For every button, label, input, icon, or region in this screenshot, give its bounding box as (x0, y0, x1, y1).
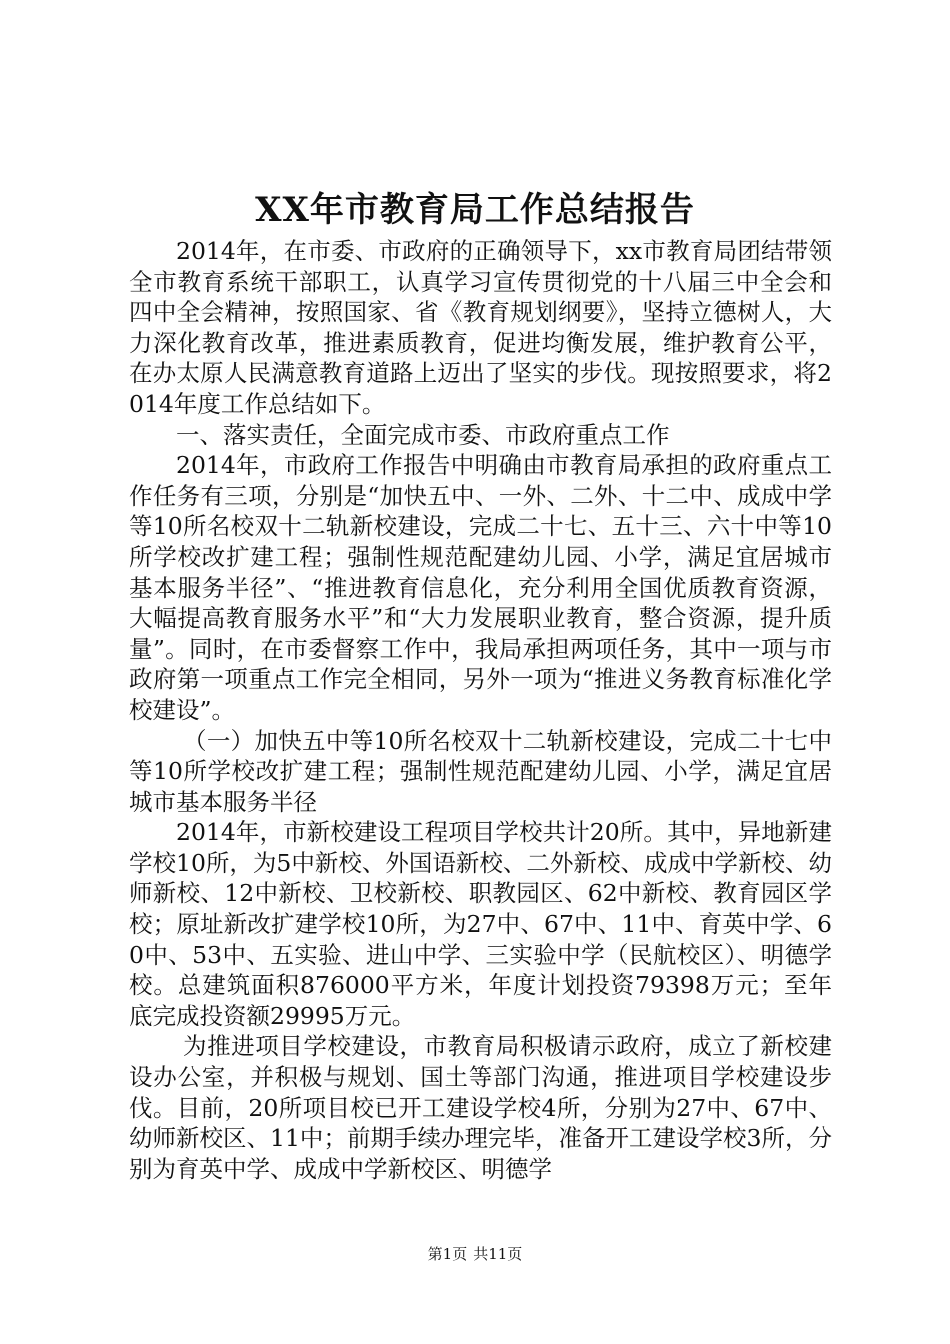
intro-paragraph: 2014年，在市委、市政府的正确领导下，xx市教育局团结带领全市教育系统干部职工，认真学习宣传贯彻党的十八届三中全会和四中全会精神，按照国家、省《教育规划纲要》，坚持立德树人，大力深化教育改革，推进素质教育，促进均衡发展，维护教育公平，在办太原人民满意教育道路上迈出了坚实的步伐。现按照要求，将2014年度工作总结如下。 (129, 237, 832, 418)
body-paragraph: 2014年，市新校建设工程项目学校共计20所。其中，异地新建学校10所，为5中新校、外国语新校、二外新校、成成中学新校、幼师新校、12中新校、卫校新校、职教园区、62中新校、教育园区学校；原址新改扩建学校10所，为27中、67中、11中、育英中学、60中、53中、五实验、进山中学、三实验中学（民航校区）、明德学校。总建筑面积876000平方米，年度计划投资79398万元；至年底完成投资额29995万元。 (129, 818, 832, 1030)
document-body (129, 236, 832, 1184)
section-heading-1: 一、落实责任，全面完成市委、市政府重点工作 (176, 420, 670, 449)
body-paragraph: 为推进项目学校建设，市教育局积极请示政府，成立了新校建设办公室，并积极与规划、国土等部门沟通，推进项目学校建设步伐。目前，20所项目校已开工建设学校4所，分别为27中、67中、幼师新校区、11中；前期手续办理完毕，准备开工建设学校3所，分别为育英中学、成成中学新校区、明德学 (129, 1032, 832, 1183)
subsection-heading-1: （一）加快五中等10所名校双十二轨新校建设，完成二十七中等10所学校改扩建工程；强制性规范配建幼儿园、小学，满足宜居城市基本服务半径 (129, 726, 832, 816)
page-footer (0, 1244, 950, 1264)
page-total: 共11页 (473, 1245, 523, 1263)
body-paragraph: 2014年，市政府工作报告中明确由市教育局承担的政府重点工作任务有三项，分别是“加快五中、一外、二外、十二中、成成中学等10所名校双十二轨新校建设，完成二十七、五十三、六十中等10所学校改扩建工程；强制性规范配建幼儿园、小学，满足宜居城市基本服务半径”、“推进教育信息化，充分利用全国优质教育资源，大幅提高教育服务水平”和“大力发展职业教育，整合资源，提升质量”。同时，在市委督察工作中，我局承担两项任务，其中一项与市政府第一项重点工作完全相同，另外一项为“推进义务教育标准化学校建设”。 (129, 451, 832, 724)
document-title: XX年市教育局工作总结报告 (255, 190, 695, 230)
page-number: 第1页 (427, 1245, 468, 1263)
